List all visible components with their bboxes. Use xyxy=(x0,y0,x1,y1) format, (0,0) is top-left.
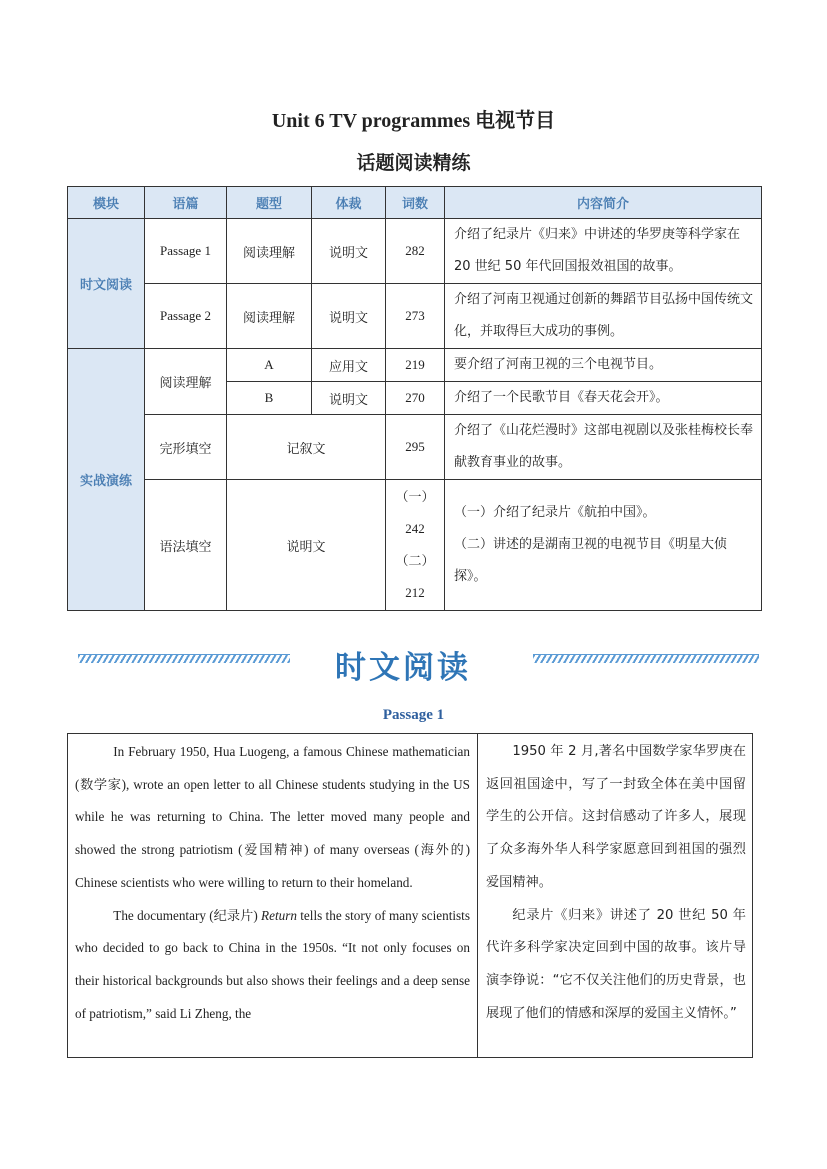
module-current-reading: 时文阅读 xyxy=(68,219,145,349)
english-text: The documentary (纪录片) xyxy=(113,907,262,923)
table-row xyxy=(68,284,762,349)
passage-english-column xyxy=(68,734,478,1057)
cell-intro: 要介绍了河南卫视的三个电视节目。 xyxy=(445,349,762,382)
table-header-row xyxy=(68,187,762,219)
table-row xyxy=(68,415,762,480)
english-paragraph xyxy=(75,900,470,1031)
cell-type: 阅读理解 xyxy=(227,284,312,349)
cell-genre: 说明文 xyxy=(312,284,386,349)
cell-words: 282 xyxy=(386,219,445,284)
cell-genre: 说明文 xyxy=(312,219,386,284)
banner-divider-right xyxy=(533,654,759,663)
cell-reading-label: 阅读理解 xyxy=(145,349,227,415)
cell-genre: 应用文 xyxy=(312,349,386,382)
chinese-paragraph: 纪录片《归来》讲述了 20 世纪 50 年代许多科学家决定回到中国的故事。该片导演李铮说：“它不仅关注他们的历史背景，也展现了他们的情感和深厚的爱国主义情怀。” xyxy=(486,907,746,1021)
words-label-2: （二） xyxy=(395,553,435,568)
cell-type: 语法填空 xyxy=(145,480,227,611)
module-practice: 实战演练 xyxy=(68,349,145,611)
cell-words: 270 xyxy=(386,382,445,415)
chinese-paragraph: 1950 年 2 月,著名中国数学家华罗庚在返回祖国途中，写了一封致全体在美中国留学生的公开信。这封信感动了许多人，展现了众多海外华人科学家愿意回到祖国的强烈爱国精神。 xyxy=(486,744,746,890)
words-value-1: 242 xyxy=(405,521,425,536)
header-module: 模块 xyxy=(68,187,145,219)
words-label-1: （一） xyxy=(395,489,435,504)
cell-text: Passage 2 xyxy=(145,284,227,349)
passage-chinese-column xyxy=(478,734,752,1057)
banner-divider-left xyxy=(78,654,290,663)
cell-words: 273 xyxy=(386,284,445,349)
english-text: tells the story of many scientists who decided to go back to China in the 1950s. “It not only focuses on their historical backgrounds but also shows their feelings and a deep sense of patriotism,” said Li Zheng, the xyxy=(75,907,470,1021)
cell-text: Passage 1 xyxy=(145,219,227,284)
cell-words: 219 xyxy=(386,349,445,382)
intro-line-1: （一）介绍了纪录片《航拍中国》。 xyxy=(454,505,656,520)
passage-box xyxy=(67,733,753,1058)
header-type: 题型 xyxy=(227,187,312,219)
header-words: 词数 xyxy=(386,187,445,219)
cell-genre: 说明文 xyxy=(312,382,386,415)
banner-title: 时文阅读 xyxy=(335,650,471,686)
table-row xyxy=(68,480,762,611)
cell-part: B xyxy=(227,382,312,415)
documentary-title: Return xyxy=(261,907,297,923)
cell-intro: 介绍了纪录片《归来》中讲述的华罗庚等科学家在 20 世纪 50 年代回国报效祖国的故事。 xyxy=(445,219,762,284)
intro-line-2: （二）讲述的是湖南卫视的电视节目《明星大侦探》。 xyxy=(454,537,728,584)
cell-genre: 记叙文 xyxy=(227,415,386,480)
passage-title: Passage 1 xyxy=(382,707,445,723)
header-intro: 内容简介 xyxy=(445,187,762,219)
cell-intro: 介绍了《山花烂漫时》这部电视剧以及张桂梅校长奉献教育事业的故事。 xyxy=(445,415,762,480)
cell-words: 295 xyxy=(386,415,445,480)
table-row xyxy=(68,349,762,382)
overview-table xyxy=(67,186,762,611)
table-row xyxy=(68,219,762,284)
page-title: Unit 6 TV programmes 电视节目 xyxy=(271,110,556,132)
cell-genre: 说明文 xyxy=(227,480,386,611)
cell-intro xyxy=(445,480,762,611)
cell-type: 阅读理解 xyxy=(227,219,312,284)
section-banner xyxy=(0,642,827,686)
cell-part: A xyxy=(227,349,312,382)
header-text: 语篇 xyxy=(145,187,227,219)
header-genre: 体裁 xyxy=(312,187,386,219)
english-paragraph: In February 1950, Hua Luogeng, a famous Chinese mathematician (数学家), wrote an open letter to all Chinese students studying in the US while he was returning to China. The letter moved many people and showed the strong patriotism (爱国精神) of many overseas (海外的) Chinese scientists who were willing to return to their homeland. xyxy=(75,744,470,890)
cell-intro: 介绍了河南卫视通过创新的舞蹈节目弘扬中国传统文化，并取得巨大成功的事例。 xyxy=(445,284,762,349)
cell-intro: 介绍了一个民歌节目《春天花会开》。 xyxy=(445,382,762,415)
words-value-2: 212 xyxy=(405,585,425,600)
cell-type: 完形填空 xyxy=(145,415,227,480)
page-subtitle: 话题阅读精练 xyxy=(356,152,471,174)
cell-words xyxy=(386,480,445,611)
